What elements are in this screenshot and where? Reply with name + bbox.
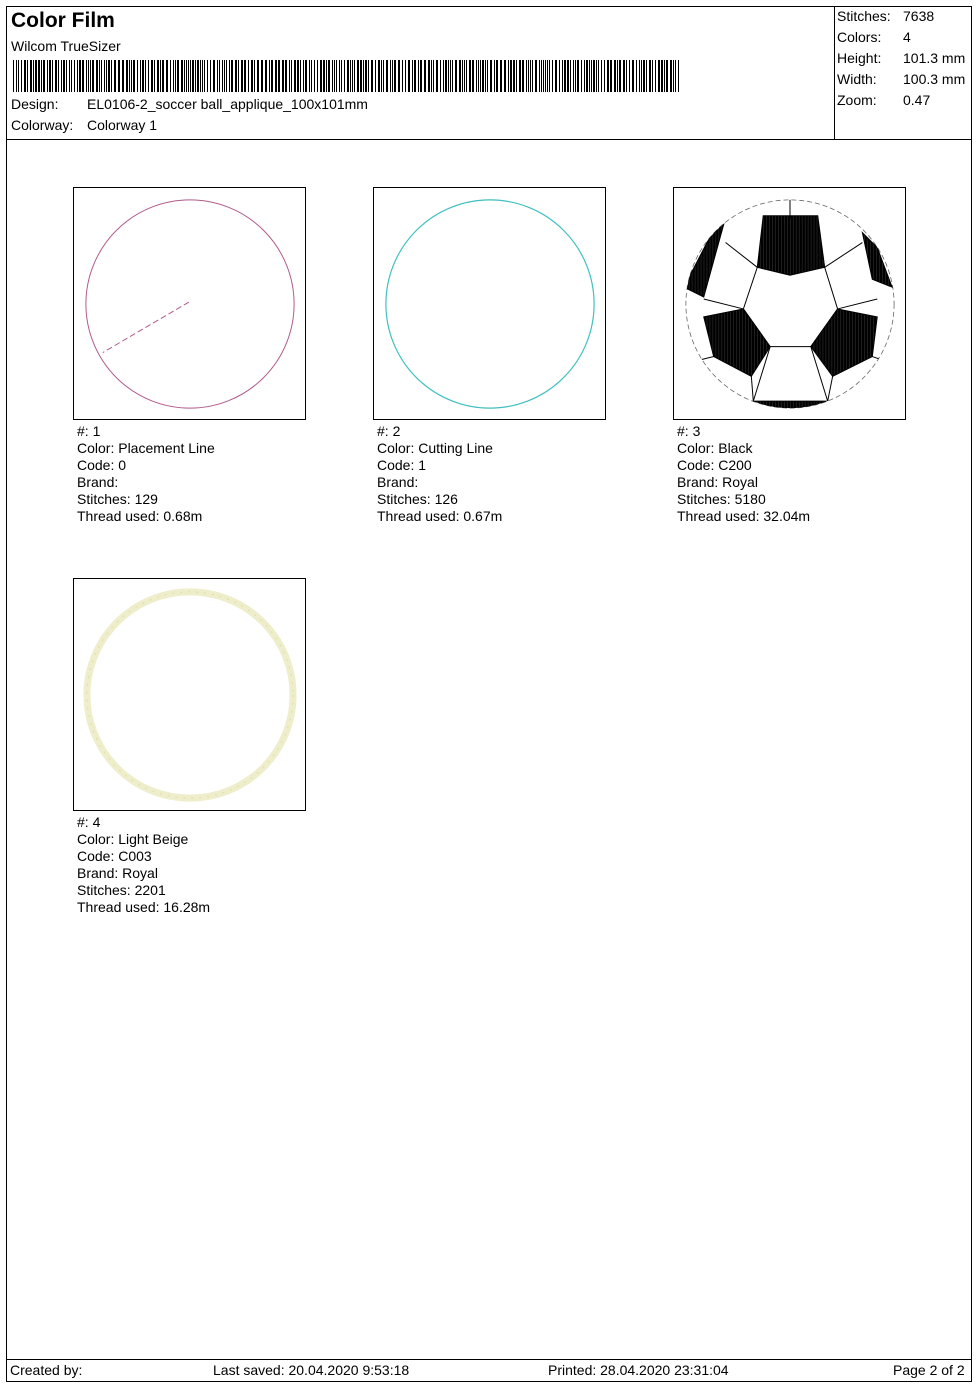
barcode-bar <box>581 60 582 92</box>
barcode-bar <box>291 60 292 92</box>
barcode-bar <box>175 60 176 92</box>
page-number: Page 2 of 2 <box>893 1362 965 1378</box>
barcode-bar <box>74 60 75 92</box>
stat-stitches <box>837 8 934 24</box>
barcode-bar <box>522 60 524 92</box>
color-stitches: Stitches: 129 <box>77 491 158 507</box>
barcode-bar <box>235 60 237 92</box>
barcode-bar <box>278 60 280 92</box>
barcode-bar <box>670 60 672 92</box>
stat-value: 101.3 mm <box>903 50 966 66</box>
barcode-bar <box>678 60 679 92</box>
barcode-bar <box>350 60 351 92</box>
stat-height <box>837 50 965 66</box>
barcode-bar <box>539 60 540 92</box>
barcode-bar <box>466 60 467 92</box>
barcode-bar <box>289 60 290 92</box>
barcode-bar <box>248 60 249 92</box>
barcode-bar <box>195 60 196 92</box>
barcode-bar <box>513 60 515 92</box>
barcode-bar <box>545 60 546 92</box>
barcode-bar <box>317 60 318 92</box>
barcode-bar <box>541 60 542 92</box>
barcode-bar <box>69 60 70 92</box>
color-name: Color: Placement Line <box>77 440 215 456</box>
barcode-bar <box>555 60 557 92</box>
barcode-bar <box>186 60 187 92</box>
page-title: Color Film <box>11 9 115 32</box>
barcode-bar <box>617 60 618 92</box>
barcode-bar <box>516 60 517 92</box>
stat-label: Zoom: <box>837 92 877 108</box>
barcode-bar <box>559 60 560 92</box>
barcode-bar <box>452 60 453 92</box>
barcode-bar <box>629 60 630 92</box>
barcode-bar <box>392 60 393 92</box>
barcode-bar <box>151 60 153 92</box>
barcode-bar <box>394 60 396 92</box>
barcode-bar <box>27 60 28 92</box>
barcode-bar <box>573 60 574 92</box>
design-row <box>11 96 368 112</box>
barcode-bar <box>21 60 22 92</box>
stat-colors <box>837 29 911 45</box>
barcode-bar <box>352 60 353 92</box>
barcode-bar <box>596 60 597 92</box>
barcode-bar <box>285 60 287 92</box>
color-preview-2 <box>373 187 606 420</box>
barcode-bar <box>241 60 243 92</box>
design-stats <box>834 7 972 139</box>
barcode-bar <box>328 60 330 92</box>
barcode-bar <box>131 60 132 92</box>
barcode-bar <box>562 60 563 92</box>
barcode <box>13 60 681 92</box>
barcode-bar <box>639 60 640 92</box>
barcode-bar <box>543 60 544 92</box>
barcode-bar <box>440 60 441 92</box>
barcode-bar <box>52 60 53 92</box>
barcode-bar <box>251 60 253 92</box>
barcode-bar <box>311 60 312 92</box>
barcode-bar <box>154 60 155 92</box>
barcode-bar <box>88 60 89 92</box>
barcode-bar <box>213 60 215 92</box>
barcode-bar <box>314 60 315 92</box>
barcode-bar <box>510 60 512 92</box>
barcode-bar <box>79 60 81 92</box>
stat-label: Colors: <box>837 29 882 45</box>
barcode-bar <box>508 60 509 92</box>
barcode-bar <box>528 60 529 92</box>
barcode-bar <box>414 60 416 92</box>
barcode-bar <box>472 60 474 92</box>
color-brand: Brand: Royal <box>677 474 758 490</box>
barcode-bar <box>462 60 463 92</box>
barcode-bar <box>494 60 495 92</box>
barcode-bar <box>632 60 634 92</box>
barcode-bar <box>265 60 267 92</box>
color-preview-1 <box>73 187 306 420</box>
barcode-bar <box>71 60 72 92</box>
header <box>7 7 971 140</box>
color-number: #: 1 <box>77 423 101 439</box>
color-brand: Brand: <box>77 474 119 490</box>
barcode-bar <box>77 60 78 92</box>
barcode-bar <box>464 60 465 92</box>
barcode-bar <box>593 60 595 92</box>
barcode-bar <box>142 60 144 92</box>
color-code: Code: C003 <box>77 848 152 864</box>
barcode-bar <box>192 60 194 92</box>
color-info-3 <box>677 423 810 525</box>
barcode-bar <box>619 60 621 92</box>
colorway-value: Colorway 1 <box>87 117 158 133</box>
barcode-bar <box>197 60 199 92</box>
barcode-bar <box>610 60 612 92</box>
barcode-bar <box>160 60 161 92</box>
barcode-bar <box>181 60 183 92</box>
barcode-bar <box>431 60 432 92</box>
barcode-bar <box>575 60 576 92</box>
barcode-bar <box>386 60 388 92</box>
color-brand: Brand: Royal <box>77 865 158 881</box>
barcode-bar <box>96 60 98 92</box>
barcode-bar <box>459 60 461 92</box>
barcode-bar <box>190 60 191 92</box>
barcode-bar <box>591 60 592 92</box>
barcode-bar <box>184 60 185 92</box>
barcode-bar <box>496 60 498 92</box>
barcode-bar <box>101 60 102 92</box>
color-name: Color: Black <box>677 440 753 456</box>
color-info-4 <box>77 814 210 916</box>
barcode-bar <box>341 60 342 92</box>
color-thread: Thread used: 16.28m <box>77 899 211 915</box>
barcode-bar <box>443 60 444 92</box>
barcode-bar <box>344 60 345 92</box>
barcode-bar <box>532 60 533 92</box>
barcode-bar <box>673 60 674 92</box>
barcode-bar <box>92 60 94 92</box>
barcode-bar <box>282 60 284 92</box>
stat-value: 7638 <box>903 8 935 24</box>
barcode-bar <box>476 60 477 92</box>
barcode-bar <box>224 60 225 92</box>
barcode-bar <box>646 60 647 92</box>
barcode-bar <box>450 60 451 92</box>
barcode-bar <box>360 60 362 92</box>
barcode-bar <box>604 60 605 92</box>
stat-label: Height: <box>837 50 882 66</box>
color-name: Color: Cutting Line <box>377 440 493 456</box>
barcode-bar <box>589 60 590 92</box>
barcode-bar <box>55 60 57 92</box>
color-code: Code: 0 <box>77 457 127 473</box>
color-stitches: Stitches: 2201 <box>77 882 166 898</box>
barcode-bar <box>354 60 355 92</box>
barcode-bar <box>162 60 164 92</box>
color-info-1 <box>77 423 215 525</box>
design-value: EL0106-2_soccer ball_applique_100x101mm <box>87 96 368 112</box>
barcode-bar <box>336 60 337 92</box>
stat-value: 4 <box>903 29 911 45</box>
barcode-bar <box>202 60 203 92</box>
stat-label: Width: <box>837 71 877 87</box>
barcode-bar <box>200 60 201 92</box>
barcode-bar <box>170 60 171 92</box>
barcode-bar <box>49 60 51 92</box>
barcode-bar <box>371 60 373 92</box>
barcode-bar <box>188 60 189 92</box>
barcode-bar <box>41 60 42 92</box>
barcode-bar <box>424 60 426 92</box>
barcode-bar <box>254 60 255 92</box>
barcode-bar <box>122 60 124 92</box>
barcode-bar <box>577 60 579 92</box>
stat-width <box>837 71 965 87</box>
barcode-bar <box>408 60 410 92</box>
barcode-bar <box>455 60 457 92</box>
barcode-bar <box>570 60 571 92</box>
barcode-bar <box>35 60 37 92</box>
color-thread: Thread used: 0.67m <box>377 508 503 524</box>
barcode-bar <box>269 60 270 92</box>
color-code: Code: C200 <box>677 457 752 473</box>
barcode-bar <box>357 60 359 92</box>
barcode-bar <box>339 60 340 92</box>
barcode-bar <box>244 60 246 92</box>
barcode-bar <box>381 60 382 92</box>
barcode-bar <box>480 60 481 92</box>
barcode-bar <box>598 60 599 92</box>
barcode-bar <box>334 60 335 92</box>
barcode-bar <box>300 60 301 92</box>
color-number: #: 3 <box>677 423 701 439</box>
barcode-bar <box>238 60 239 92</box>
color-code: Code: 1 <box>377 457 427 473</box>
barcode-bar <box>207 60 208 92</box>
barcode-bar <box>261 60 263 92</box>
color-stitches: Stitches: 126 <box>377 491 458 507</box>
barcode-bar <box>436 60 438 92</box>
barcode-bar <box>33 60 34 92</box>
barcode-bar <box>614 60 616 92</box>
barcode-bar <box>226 60 227 92</box>
barcode-bar <box>257 60 259 92</box>
barcode-bar <box>661 60 663 92</box>
barcode-bar <box>428 60 430 92</box>
barcode-bar <box>485 60 486 92</box>
barcode-bar <box>584 60 585 92</box>
barcode-bar <box>383 60 384 92</box>
barcode-bar <box>320 60 322 92</box>
barcode-bar <box>641 60 642 92</box>
color-info-2 <box>377 423 502 525</box>
barcode-bar <box>118 60 120 92</box>
barcode-bar <box>111 60 112 92</box>
barcode-bar <box>108 60 110 92</box>
barcode-bar <box>626 60 627 92</box>
barcode-bar <box>567 60 569 92</box>
barcode-bar <box>658 60 660 92</box>
barcode-bar <box>530 60 531 92</box>
color-number: #: 2 <box>377 423 401 439</box>
barcode-bar <box>231 60 233 92</box>
barcode-bar <box>347 60 349 92</box>
barcode-bar <box>177 60 179 92</box>
stat-label: Stitches: <box>837 8 891 24</box>
barcode-bar <box>378 60 380 92</box>
stat-value: 0.47 <box>903 92 931 108</box>
barcode-bar <box>210 60 211 92</box>
barcode-bar <box>405 60 406 92</box>
software-name: Wilcom TrueSizer <box>11 38 121 54</box>
barcode-bar <box>204 60 205 92</box>
barcode-bar <box>217 60 218 92</box>
barcode-bar <box>586 60 588 92</box>
barcode-bar <box>133 60 135 92</box>
barcode-bar <box>275 60 277 92</box>
barcode-bar <box>106 60 107 92</box>
barcode-bar <box>229 60 230 92</box>
barcode-bar <box>303 60 304 92</box>
barcode-bar <box>526 60 527 92</box>
stat-value: 100.3 mm <box>903 71 966 87</box>
barcode-bar <box>412 60 413 92</box>
barcode-bar <box>418 60 419 92</box>
barcode-bar <box>482 60 484 92</box>
barcode-bar <box>13 60 14 92</box>
barcode-bar <box>271 60 273 92</box>
barcode-bar <box>323 60 325 92</box>
barcode-bar <box>445 60 447 92</box>
barcode-bar <box>402 60 403 92</box>
barcode-bar <box>18 60 19 92</box>
barcode-bar <box>38 60 40 92</box>
design-label: Design: <box>11 96 59 112</box>
barcode-bar <box>655 60 656 92</box>
barcode-bar <box>66 60 67 92</box>
barcode-bar <box>86 60 87 92</box>
barcode-bar <box>552 60 553 92</box>
barcode-bar <box>157 60 159 92</box>
colorway-row <box>11 117 157 133</box>
color-brand: Brand: <box>377 474 419 490</box>
barcode-bar <box>61 60 62 92</box>
barcode-bar <box>294 60 296 92</box>
barcode-bar <box>222 60 223 92</box>
barcode-bar <box>305 60 307 92</box>
color-thread: Thread used: 0.68m <box>77 508 203 524</box>
barcode-bar <box>448 60 449 92</box>
colorway-label: Colorway: <box>11 117 74 133</box>
barcode-bar <box>365 60 367 92</box>
barcode-bar <box>173 60 174 92</box>
color-preview-4 <box>73 578 306 811</box>
barcode-bar <box>129 60 130 92</box>
barcode-bar <box>148 60 149 92</box>
barcode-bar <box>478 60 479 92</box>
barcode-bar <box>16 60 17 92</box>
barcode-bar <box>99 60 100 92</box>
barcode-bar <box>490 60 492 92</box>
barcode-bar <box>487 60 488 92</box>
soccer-ball-icon <box>674 188 905 419</box>
barcode-bar <box>433 60 434 92</box>
barcode-bar <box>63 60 65 92</box>
barcode-bar <box>309 60 310 92</box>
color-preview-3 <box>673 187 906 420</box>
created-by: Created by: <box>10 1362 83 1378</box>
barcode-bar <box>519 60 521 92</box>
barcode-bar <box>326 60 327 92</box>
barcode-bar <box>58 60 59 92</box>
color-stitches: Stitches: 5180 <box>677 491 766 507</box>
barcode-bar <box>469 60 471 92</box>
barcode-bar <box>564 60 566 92</box>
barcode-bar <box>30 60 32 92</box>
color-thread: Thread used: 32.04m <box>677 508 811 524</box>
barcode-bar <box>649 60 651 92</box>
barcode-bar <box>24 60 26 92</box>
barcode-bar <box>664 60 665 92</box>
barcode-bar <box>549 60 550 92</box>
barcode-bar <box>114 60 116 92</box>
barcode-bar <box>104 60 105 92</box>
barcode-bar <box>398 60 400 92</box>
footer <box>7 1359 971 1382</box>
barcode-bar <box>636 60 637 92</box>
barcode-bar <box>166 60 168 92</box>
barcode-bar <box>332 60 333 92</box>
barcode-bar <box>47 60 48 92</box>
barcode-bar <box>500 60 502 92</box>
barcode-bar <box>43 60 45 92</box>
barcode-bar <box>375 60 376 92</box>
barcode-bar <box>219 60 220 92</box>
stat-zoom <box>837 92 930 108</box>
barcode-bar <box>82 60 84 92</box>
color-film-page <box>6 6 972 1382</box>
barcode-bar <box>363 60 364 92</box>
barcode-bar <box>145 60 146 92</box>
barcode-bar <box>137 60 138 92</box>
barcode-bar <box>535 60 537 92</box>
barcode-bar <box>607 60 609 92</box>
barcode-bar <box>368 60 369 92</box>
barcode-bar <box>666 60 668 92</box>
barcode-bar <box>126 60 128 92</box>
barcode-bar <box>623 60 625 92</box>
last-saved: Last saved: 20.04.2020 9:53:18 <box>213 1362 410 1378</box>
barcode-bar <box>643 60 645 92</box>
color-number: #: 4 <box>77 814 101 830</box>
barcode-bar <box>547 60 548 92</box>
barcode-bar <box>420 60 422 92</box>
barcode-bar <box>90 60 91 92</box>
barcode-bar <box>652 60 653 92</box>
color-name: Color: Light Beige <box>77 831 189 847</box>
barcode-bar <box>390 60 391 92</box>
printed-date: Printed: 28.04.2020 23:31:04 <box>548 1362 729 1378</box>
barcode-bar <box>504 60 506 92</box>
barcode-bar <box>297 60 299 92</box>
barcode-bar <box>601 60 602 92</box>
barcode-bar <box>140 60 141 92</box>
barcode-bar <box>675 60 676 92</box>
